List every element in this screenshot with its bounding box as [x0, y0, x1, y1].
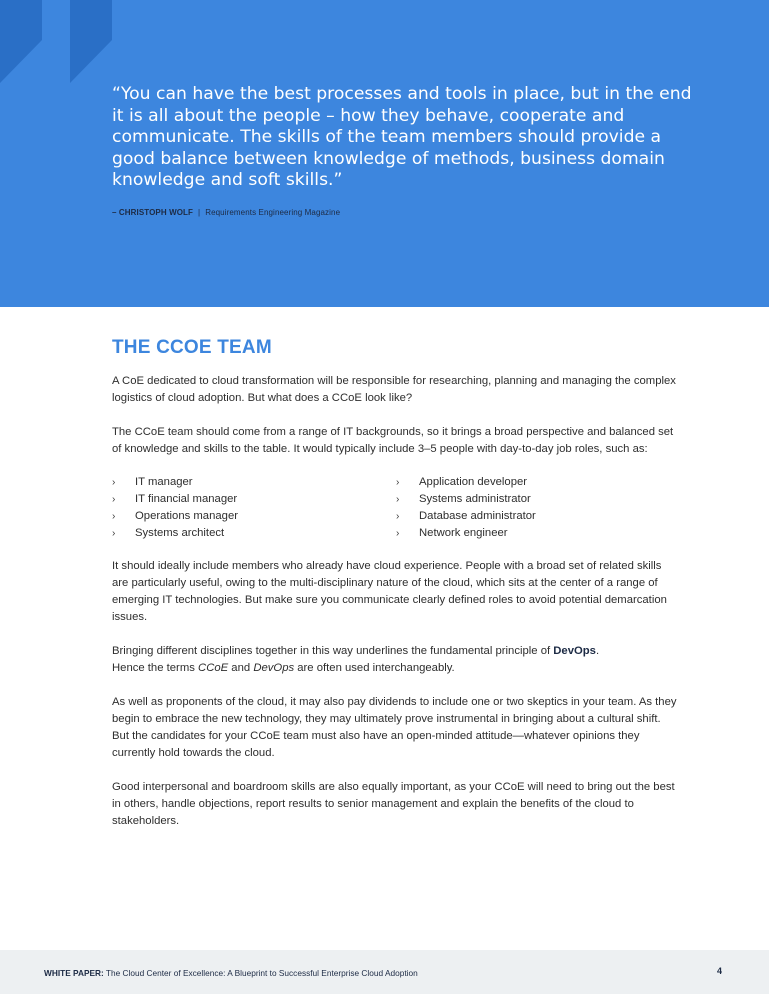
bullet-icon: › — [396, 494, 400, 505]
devops-term: DevOps — [553, 645, 596, 657]
skills-paragraph: Good interpersonal and boardroom skills are also equally important, as your CCoE will need to bring out the best in others, handle objections, report results to senior management and explain the benefits of the cloud to stakeholders. — [112, 781, 675, 827]
role-label: Operations manager — [135, 510, 238, 522]
bullet-icon: › — [112, 528, 116, 539]
role-label: Systems administrator — [419, 493, 531, 505]
page-number: 4 — [717, 966, 723, 976]
terms-text: Hence the terms — [112, 662, 199, 674]
list-item — [396, 474, 680, 491]
page-footer — [0, 950, 769, 994]
bullet-icon: › — [396, 477, 400, 488]
terms-text-and: and — [228, 662, 254, 674]
bullet-icon: › — [112, 477, 116, 488]
quote-source: Requirements Engineering Magazine — [205, 208, 341, 217]
list-item — [396, 491, 680, 508]
footer-label: WHITE PAPER: — [44, 968, 104, 978]
role-label: Database administrator — [419, 510, 536, 522]
intro-paragraph: A CoE dedicated to cloud transformation will be responsible for researching, planning and managing the complex logistics of cloud adoption. But what does a CCoE look like? — [112, 375, 676, 404]
quote-mark-icon — [0, 0, 120, 90]
pull-quote: “You can have the best processes and tools in place, but in the end it is all about the people – how they behave, cooperate and communicate. The skills of the team members should provide a good balance between knowledge of methods, business domain knowledge and soft skills.” — [112, 84, 692, 190]
devops-paragraph — [112, 643, 680, 677]
list-item — [396, 508, 680, 525]
role-label: Network engineer — [419, 527, 508, 539]
bullet-icon: › — [112, 511, 116, 522]
role-label: IT manager — [135, 476, 193, 488]
bullet-icon: › — [396, 511, 400, 522]
devops-text-end: . — [595, 645, 600, 657]
bullet-icon: › — [396, 528, 400, 539]
list-item — [396, 525, 680, 542]
quote-banner — [0, 0, 769, 307]
section-title: THE CCOE TEAM — [112, 337, 272, 358]
list-item — [112, 508, 396, 525]
bullet-icon: › — [112, 494, 116, 505]
roles-column-left — [112, 474, 396, 542]
attribution-separator: | — [198, 208, 201, 217]
cloud-experience-paragraph: It should ideally include members who already have cloud experience. People with a broad set of related skills are particularly useful, owing to the multi-disciplinary nature of the cloud, which sits at the center of a range of emerging IT technologies. But make sure you communicate clearly defined roles to avoid potential demarcation issues. — [112, 560, 667, 623]
roles-list — [112, 474, 680, 542]
list-item — [112, 474, 396, 491]
footer-title — [44, 968, 418, 978]
team-background-paragraph: The CCoE team should come from a range of IT backgrounds, so it brings a broad perspective and balanced set of knowledge and skills to the table. It would typically include 3–5 people with day-to-day job roles, such as: — [112, 426, 674, 455]
term-ccoe: CCoE — [198, 662, 229, 674]
term-devops: DevOps — [253, 662, 295, 674]
list-item — [112, 525, 396, 542]
roles-column-right — [396, 474, 680, 542]
main-content — [112, 337, 680, 847]
document-title: The Cloud Center of Excellence: A Blueprint to Successful Enterprise Cloud Adoption — [103, 968, 418, 978]
terms-text-end: are often used interchangeably. — [294, 662, 455, 674]
list-item — [112, 491, 396, 508]
role-label: Systems architect — [135, 527, 225, 539]
devops-text: Bringing different disciplines together in this way underlines the fundamental principle of — [112, 645, 554, 657]
quote-author: – CHRISTOPH WOLF — [112, 208, 194, 217]
skeptics-paragraph: As well as proponents of the cloud, it may also pay dividends to include one or two skeptics in your team. As they begin to embrace the new technology, they may ultimately prove instrumental in bringing about a cultural shift. But the candidates for your CCoE team must also have an open-minded attitude—whatever opinions they currently hold towards the cloud. — [112, 696, 677, 759]
role-label: IT financial manager — [135, 493, 238, 505]
role-label: Application developer — [419, 476, 528, 488]
quote-attribution — [112, 208, 340, 217]
